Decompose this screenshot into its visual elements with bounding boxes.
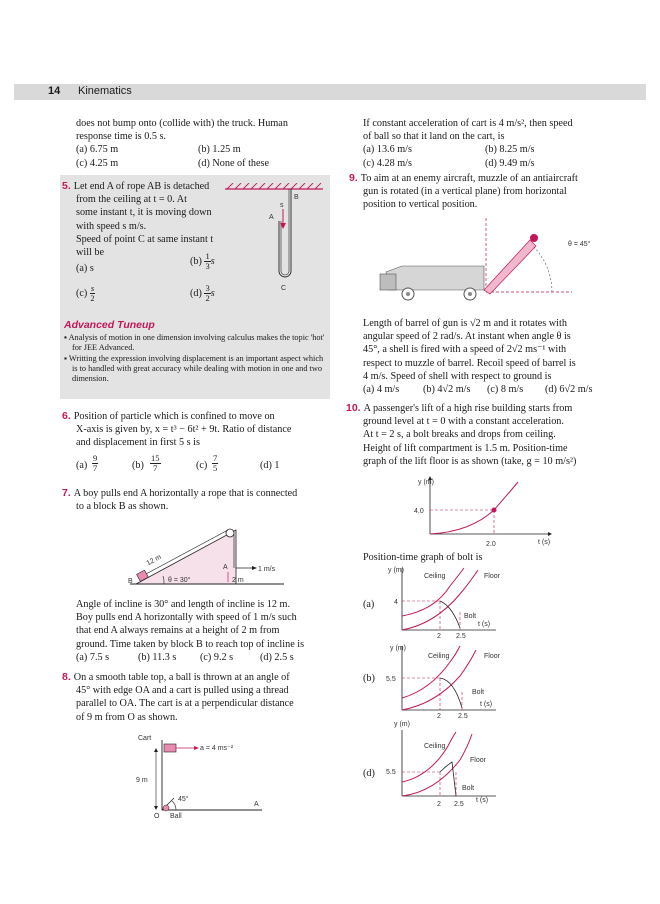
value-4: 4 xyxy=(394,599,398,606)
t-label: t (s) xyxy=(478,621,491,628)
text-line: response time is 0.5 s. xyxy=(76,131,166,143)
tick-2-5: 2.5 xyxy=(458,713,468,718)
option-d: (d) None of these xyxy=(198,157,270,169)
page-header xyxy=(14,84,646,100)
option-d-label: (d) xyxy=(363,768,375,779)
ceiling-label: Ceiling xyxy=(428,653,450,660)
floor-label: Floor xyxy=(484,653,500,660)
text-line: will be xyxy=(76,247,105,259)
text-line: Speed of point C at same instant t xyxy=(76,233,214,245)
question-number: 8. xyxy=(62,671,71,683)
option-a-graph xyxy=(380,564,510,638)
text-line: and displacement in first 5 s is xyxy=(76,437,200,449)
option-d-graph xyxy=(380,716,510,808)
bolt-label: Bolt xyxy=(472,689,485,696)
text-line: On a smooth table top, a ball is thrown at an angle of xyxy=(73,672,290,683)
question-number: 7. xyxy=(62,487,71,499)
text-line: Boy pulls end A horizontally with speed of 1 m/s such xyxy=(76,612,297,624)
option-b: (b) 1.25 m xyxy=(198,144,241,156)
label-o: O xyxy=(154,813,160,820)
text-line: If constant acceleration of cart is 4 m/s², then speed xyxy=(363,118,573,129)
option-b: (b) 4√2 m/s xyxy=(423,384,471,396)
bolt-label: Bolt xyxy=(462,785,475,792)
bolt-label: Bolt xyxy=(464,613,477,620)
option-d: (d) 9.49 m/s xyxy=(485,157,535,169)
tick-2: 2 xyxy=(437,713,441,718)
q5-options-ab xyxy=(76,262,94,275)
y-label: y (m) xyxy=(388,567,404,574)
text-line: of 9 m from O as shown. xyxy=(76,711,178,723)
value-5-5: 5.5 xyxy=(386,676,396,683)
option-c: (c) 8 m/s xyxy=(487,384,524,396)
y-label: y (m) xyxy=(390,645,406,652)
speed-label: 1 m/s xyxy=(258,566,276,573)
label-b: B xyxy=(294,194,299,201)
text-line: 4 m/s. Speed of shell with respect to ground is xyxy=(363,370,552,382)
option-a: (a) 7.5 s xyxy=(76,651,110,663)
angle-label: θ = 30° xyxy=(168,577,191,584)
floor-label: Floor xyxy=(470,757,486,764)
label-c: C xyxy=(281,285,287,292)
sub-question: Position-time graph of bolt is xyxy=(363,552,483,563)
label-a: A xyxy=(254,801,259,808)
text-line: 45°, a shell is fired with a speed of 2√2 ms⁻¹ with xyxy=(363,344,567,356)
textbook-page: 14 Kinematics does not bump onto (collide with) the truck. Human response time is 0.5 s. (a) 6.75 m (b) 1.25 m (c) 4.25 m (d) None of these 5. Let end A of rope AB is detached from the ceiling at t = 0. At some instant t, it is moving down with speed s m/s. Speed of point C at same instant t will be (a) s (b) $\frac{1}{3}$ s (c) $\frac{s}{2}$ (d) $\frac{3}{2}$ s B s A C Advanced Tuneup ▪ Analysis of motion in one dimension involving calculus makes the topic 'hot' for JEE Advanced. ▪ Writting the expression involving displacement is an important aspect which is to handled with great accuracy while dealing with motion in one and two dimension. 6. Position of particle which is confined to move on X-axis is given by, x = t³ − 6t² + 9t. Ratio of distance and displacement in first 5 s is (a) 9 7 (b) 15 7 (c) 7 5 (d) 1 7. A boy pulls end A horizontally a rope that is connected to a block B as shown. 12 m θ = 30° 1 m/s 2 m A B Angle of incline is 30° and length of incline is 12 m. Boy pulls end A horizontally with speed of 1 m/s such that end A always remains at a height of 2 m from ground. Time taken by block B to reach top of incline is (a) 7.5 s (b) 11.3 s (c) 9.2 s (d) 2.5 s 8. On a smooth table top, a ball is thrown at an angle of 45° with edge OA and a cart is pulled using a thread parallel to OA. The cart is at a perpendicular distance of 9 m from O as shown. Cart a = 4 ms⁻² 9 m 45° O Ball A If constant acceleration of cart is 4 m/s², then speed of ball so that it land on the cart, is (a) 13.6 m/s (b) 8.25 m/s (c) 4.28 m/s (d) 9.49 m/s 9. To aim at an enemy aircraft, muzzle of an antiaircraft gun is rotated (in a vertical plane) from horizontal position to vertical position. θ = 45° Length of barrel of gun is √2 m and it rotates with angular speed of 2 rad/s. At instant when angle θ is 45°, a shell is fired with a speed of 2√2 ms⁻¹ with respect to muzzle of barrel. Recoil speed of barrel is 4 m/s. Speed of shell with respect to ground is (a) 4 m/s (b) 4√2 m/s (c) 8 m/s (d) 6√2 m/s 10. A passenger's lift of a high rise building starts from ground level at t = 0 with a constant acceleration. At t = 2 s, a bolt breaks and drops from ceiling. Height of lift compartment is 1.5 m. Position-time graph of the lift floor is as shown (take, g = 10 m/s²) y (m) t (s) 4.0 2.0 Position-time graph of bolt is (a) y (m) Ceiling Floor Bolt t (s) 4 2 2.5 (b) y (m) Ceiling Floor Bolt t (s) 5.5 2 2.5 (d) y (m) Ceiling Floor Bolt t (s) 5.5 2 2.5 xyxy=(0,0,660,904)
t-label: t (s) xyxy=(480,701,493,708)
lift-graph xyxy=(400,472,560,550)
text-line: A boy pulls end A horizontally a rope that is connected xyxy=(73,488,298,499)
angle-label: θ = 45° xyxy=(568,241,591,248)
tick-2-5: 2.5 xyxy=(454,801,464,808)
y-axis-label: y (m) xyxy=(418,479,434,486)
ball-label: Ball xyxy=(170,813,182,820)
text-line: A passenger's lift of a high rise building starts from xyxy=(363,403,573,414)
text-line: Position of particle which is confined to move on xyxy=(73,411,275,422)
ceiling-label: Ceiling xyxy=(424,573,446,580)
text-line: gun is rotated (in a vertical plane) from horizontal xyxy=(363,186,567,198)
text-line: To aim at an enemy aircraft, muzzle of an antiaircraft xyxy=(360,173,578,184)
height-label: 2 m xyxy=(232,577,244,584)
x-axis-label: t (s) xyxy=(538,539,551,546)
option-c: (c) xyxy=(196,460,208,471)
question-8 xyxy=(62,671,337,724)
text-line: Length of barrel of gun is √2 m and it rotates with xyxy=(363,318,567,329)
q5-option-c: (c) $\frac{s}{2}$ xyxy=(76,283,95,303)
option-c: (c) 4.28 m/s xyxy=(363,157,412,169)
option-b-graph xyxy=(380,642,510,718)
distance-label: 9 m xyxy=(136,777,148,784)
label-a: A xyxy=(223,564,228,571)
text-line: X-axis is given by, x = t³ − 6t² + 9t. Ratio of distance xyxy=(76,424,292,436)
question-9 xyxy=(349,172,629,212)
question-5 xyxy=(62,180,237,259)
text-line: Angle of incline is 30° and length of incline is 12 m. xyxy=(76,599,291,610)
option-a: (a) s xyxy=(76,263,94,274)
text-line: respect to muzzle of barrel. Recoil speed of barrel is xyxy=(363,357,576,369)
tick-2: 2 xyxy=(437,801,441,808)
text-line: to a block B as shown. xyxy=(76,501,169,513)
option-d: (d) 2.5 s xyxy=(260,651,294,663)
option-c: (c) 4.25 m xyxy=(76,157,119,169)
option-d: (d) 1 xyxy=(260,460,280,471)
floor-label: Floor xyxy=(484,573,500,580)
question-6 xyxy=(62,410,337,450)
antiaircraft-figure xyxy=(372,212,612,308)
question-number: 9. xyxy=(349,172,358,184)
text-line: position to vertical position. xyxy=(363,199,478,211)
ceiling-label: Ceiling xyxy=(424,743,446,750)
option-label: (c) xyxy=(76,287,88,299)
question-7 xyxy=(62,487,337,513)
chapter-title: Kinematics xyxy=(78,85,132,97)
question-number: 6. xyxy=(62,410,71,422)
tuneup-bullet-2: ▪ Writting the expression involving displacement is an important aspect which is to handled with great accuracy while dealing with motion in one and two dimension. xyxy=(64,354,324,384)
q9-body xyxy=(363,317,638,396)
option-label: (d) xyxy=(190,287,202,299)
option-b: (b) 8.25 m/s xyxy=(485,144,535,156)
text-line: from the ceiling at t = 0. At xyxy=(76,194,187,206)
tuneup-title: Advanced Tuneup xyxy=(64,319,155,331)
q5-option-d: (d) $\frac{3}{2}$ s xyxy=(190,283,215,303)
text-line: Height of lift compartment is 1.5 m. Position-time xyxy=(363,442,568,454)
question-10 xyxy=(346,402,631,468)
option-a: (a) 4 m/s xyxy=(363,384,400,396)
x-tick: 2.0 xyxy=(486,541,496,548)
length-label: 12 m xyxy=(145,553,163,568)
text-line: some instant t, it is moving down xyxy=(76,207,212,219)
label-s: s xyxy=(280,202,284,209)
tick-2-5: 2.5 xyxy=(456,633,466,638)
q7-body xyxy=(76,598,338,664)
option-a: (a) 13.6 m/s xyxy=(363,144,412,156)
text-line: with speed s m/s. xyxy=(76,220,147,232)
q8-continuation xyxy=(363,117,631,170)
label-b: B xyxy=(128,578,133,585)
option-a: (a) xyxy=(76,460,88,471)
question-number: 10. xyxy=(346,402,361,414)
angle-label: 45° xyxy=(178,796,189,803)
rope-figure xyxy=(225,183,330,303)
text-line: graph of the lift floor is as shown (take, g = 10 m/s²) xyxy=(363,455,577,467)
option-b: (b) 11.3 s xyxy=(138,651,177,663)
y-label: y (m) xyxy=(394,721,410,728)
t-label: t (s) xyxy=(476,797,489,804)
option-a-label: (a) xyxy=(363,599,375,610)
text-line: At t = 2 s, a bolt breaks and drops from ceiling. xyxy=(363,429,556,441)
tick-2: 2 xyxy=(437,633,441,638)
cart-figure xyxy=(130,728,270,820)
incline-figure xyxy=(124,522,294,592)
bullet-text: Analysis of motion in one dimension involving calculus makes the topic 'hot' for JEE Advanced. xyxy=(68,333,325,353)
option-b: (b) xyxy=(132,460,144,471)
text-line: of ball so that it land on the cart, is xyxy=(363,131,505,143)
text-line: parallel to OA. The cart is at a perpendicular distance xyxy=(76,698,294,710)
option-label: (b) xyxy=(190,255,202,267)
option-d: (d) 6√2 m/s xyxy=(545,384,593,396)
text-line: Let end A of rope AB is detached xyxy=(73,181,210,192)
q4-continuation xyxy=(76,117,336,170)
accel-label: a = 4 ms⁻² xyxy=(200,745,234,752)
label-a: A xyxy=(269,214,274,221)
bullet-text: Writting the expression involving displacement is an important aspect which is to handled with great accuracy while dealing with motion in one and two dimension. xyxy=(68,354,324,384)
option-a: (a) 6.75 m xyxy=(76,144,119,156)
page-number: 14 xyxy=(48,85,61,97)
cart-label: Cart xyxy=(138,735,152,742)
text-line: angular speed of 2 rad/s. At instant when angle θ is xyxy=(363,331,571,343)
y-tick: 4.0 xyxy=(414,508,424,515)
tuneup-bullet-1: ▪ Analysis of motion in one dimension involving calculus makes the topic 'hot' for JEE Advanced. xyxy=(64,333,325,353)
text-line: 45° with edge OA and a cart is pulled using a thread xyxy=(76,685,289,697)
value-5-5: 5.5 xyxy=(386,769,396,776)
q5-option-b: (b) $\frac{1}{3}$ s xyxy=(190,251,215,271)
text-line: ground level at t = 0 with a constant acceleration. xyxy=(363,416,564,428)
question-number: 5. xyxy=(62,180,71,192)
option-b-label: (b) xyxy=(363,673,375,684)
advanced-tuneup xyxy=(64,319,326,384)
text-line: does not bump onto (collide with) the truck. Human xyxy=(76,118,288,129)
text-line: ground. Time taken by block B to reach top of incline is xyxy=(76,638,305,650)
option-c: (c) 9.2 s xyxy=(200,651,234,663)
text-line: that end A always remains at a height of 2 m from xyxy=(76,625,280,637)
